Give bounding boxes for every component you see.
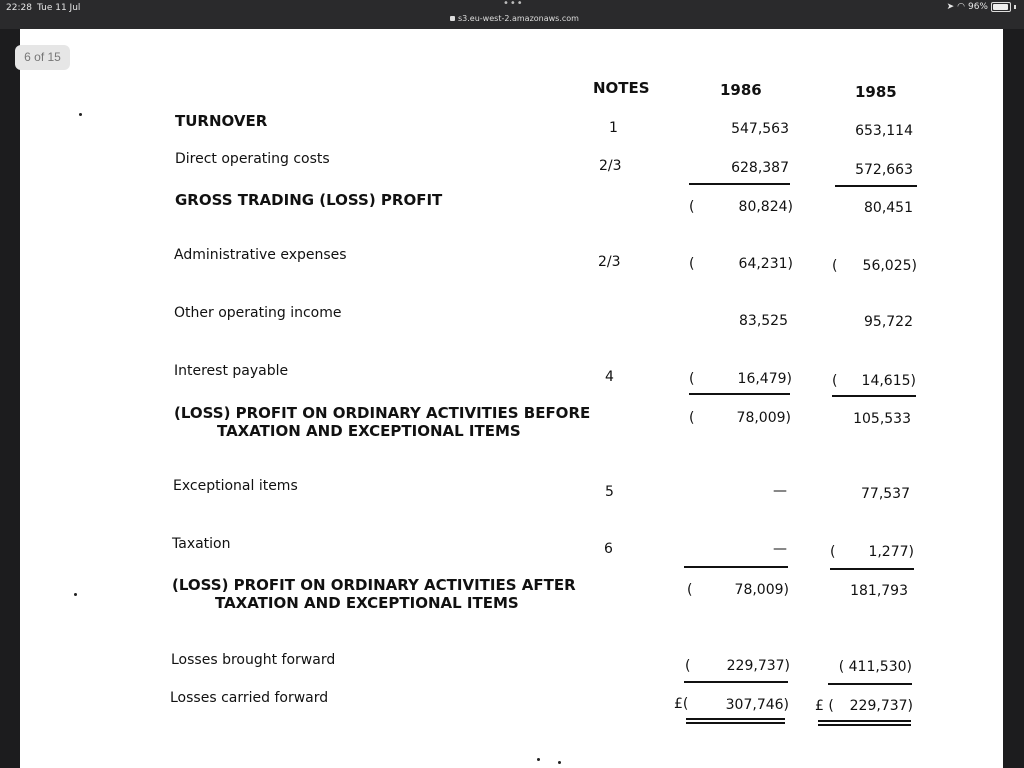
row-label-losses-brought: Losses brought forward xyxy=(171,652,336,668)
row-label-profit-before-tax-line2: TAXATION AND EXCEPTIONAL ITEMS xyxy=(217,422,521,440)
row-label-profit-before-tax: (LOSS) PROFIT ON ORDINARY ACTIVITIES BEFORE xyxy=(174,404,591,422)
row-label-turnover: TURNOVER xyxy=(175,112,268,130)
row-note: 5 xyxy=(605,484,614,500)
page-counter: 6 of 15 xyxy=(15,45,70,70)
underline-rule xyxy=(832,395,916,397)
value-1985: 95,722 xyxy=(864,314,913,330)
value-1986: 16,479) xyxy=(737,371,792,387)
multitasking-dots-icon[interactable]: ••• xyxy=(503,0,524,9)
underline-rule xyxy=(684,566,788,568)
double-rule xyxy=(818,720,911,722)
value-1985: 105,533 xyxy=(853,411,911,427)
value-1985: 77,537 xyxy=(861,486,910,502)
double-rule xyxy=(686,722,785,724)
value-1985: 80,451 xyxy=(864,200,913,216)
row-label-exceptional: Exceptional items xyxy=(173,478,298,494)
open-paren: ( xyxy=(685,658,691,674)
status-time: 22:28 xyxy=(6,3,32,13)
header-notes: NOTES xyxy=(593,79,650,97)
row-label-profit-after-tax: (LOSS) PROFIT ON ORDINARY ACTIVITIES AFTER xyxy=(172,576,576,594)
url-text: s3.eu-west-2.amazonaws.com xyxy=(458,14,579,23)
value-1986: 229,737) xyxy=(726,658,790,674)
underline-rule xyxy=(835,185,917,187)
open-paren: ( xyxy=(689,410,695,426)
location-icon: ➤ xyxy=(946,2,955,12)
value-1985: ( 411,530) xyxy=(838,659,912,675)
open-paren: ( xyxy=(689,256,695,272)
value-1985: 653,114 xyxy=(855,123,913,139)
open-paren: ( xyxy=(832,258,838,274)
underline-rule xyxy=(828,683,912,685)
scan-speck xyxy=(558,761,561,764)
value-1986: 78,009) xyxy=(734,582,789,598)
status-date: Tue 11 Jul xyxy=(37,3,81,13)
row-label-other-income: Other operating income xyxy=(174,305,342,321)
underline-rule xyxy=(689,393,790,395)
value-1985: 229,737) xyxy=(849,698,913,714)
row-label-losses-carried: Losses carried forward xyxy=(170,690,329,706)
pound-paren: £( xyxy=(674,696,689,712)
value-1986: — xyxy=(773,541,787,557)
pound-paren: £ ( xyxy=(815,698,834,714)
open-paren: ( xyxy=(687,582,693,598)
battery-percent: 96% xyxy=(967,2,988,12)
row-note: 6 xyxy=(604,541,613,557)
row-note: 2/3 xyxy=(599,158,622,174)
value-1986: 307,746) xyxy=(725,697,789,713)
value-1985: 56,025) xyxy=(862,258,917,274)
value-1985: 572,663 xyxy=(855,162,913,178)
value-1985: 181,793 xyxy=(850,583,908,599)
value-1986: 78,009) xyxy=(736,410,791,426)
underline-rule xyxy=(830,568,914,570)
underline-rule xyxy=(689,183,790,185)
row-label-direct-costs: Direct operating costs xyxy=(175,151,330,167)
value-1986: 80,824) xyxy=(738,199,793,215)
scan-speck xyxy=(74,593,77,596)
scan-speck xyxy=(537,758,540,761)
double-rule xyxy=(818,724,911,726)
row-note: 1 xyxy=(609,120,618,136)
header-1986: 1986 xyxy=(720,81,762,99)
row-label-profit-after-tax-line2: TAXATION AND EXCEPTIONAL ITEMS xyxy=(215,594,519,612)
header-1985: 1985 xyxy=(855,83,897,101)
scan-speck xyxy=(79,113,82,116)
value-1986: — xyxy=(773,483,787,499)
row-label-admin-expenses: Administrative expenses xyxy=(174,247,347,263)
open-paren: ( xyxy=(830,544,836,560)
row-note: 2/3 xyxy=(598,254,621,270)
underline-rule xyxy=(684,681,788,683)
value-1986: 83,525 xyxy=(739,313,788,329)
value-1986: 547,563 xyxy=(731,121,789,137)
row-label-interest: Interest payable xyxy=(174,363,289,379)
value-1985: 1,277) xyxy=(868,544,914,560)
open-paren: ( xyxy=(832,373,838,389)
row-label-taxation: Taxation xyxy=(172,536,231,552)
value-1986: 64,231) xyxy=(738,256,793,272)
row-note: 4 xyxy=(605,369,614,385)
open-paren: ( xyxy=(689,199,695,215)
value-1986: 628,387 xyxy=(731,160,789,176)
open-paren: ( xyxy=(689,371,695,387)
row-label-gross-trading: GROSS TRADING (LOSS) PROFIT xyxy=(175,191,443,209)
value-1985: 14,615) xyxy=(861,373,916,389)
wifi-icon: ◠ xyxy=(957,2,965,12)
double-rule xyxy=(686,718,785,720)
